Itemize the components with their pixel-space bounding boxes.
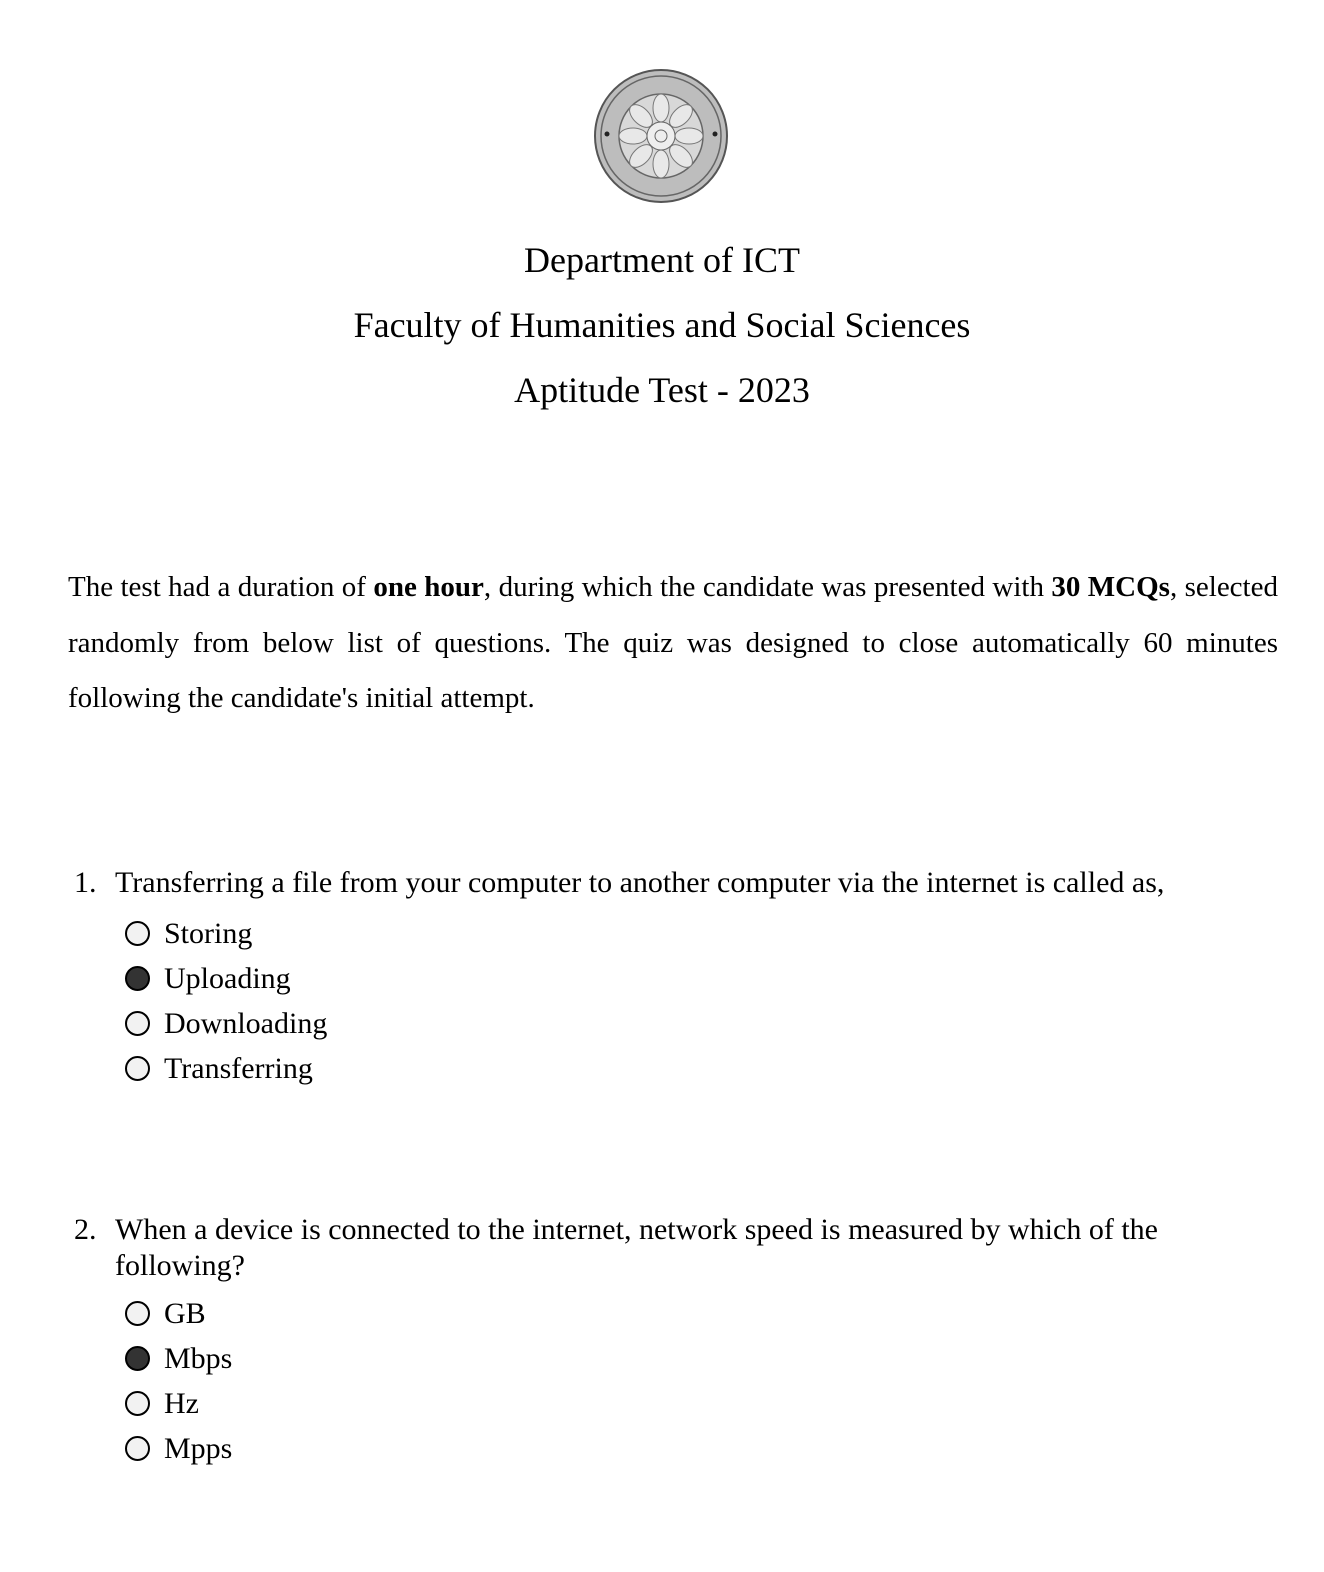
intro-text: , selected randomly from below list of questions. The quiz was designed to close automatically 60 minutes following the candidate's initial attempt. [68, 571, 1278, 714]
option-transferring[interactable] [125, 1046, 327, 1091]
option-label: GB [164, 1296, 206, 1330]
radio-unselected-icon[interactable] [125, 1436, 150, 1461]
radio-unselected-icon[interactable] [125, 1011, 150, 1036]
faculty-heading: Faculty of Humanities and Social Sciences [353, 305, 971, 345]
question-2 [74, 1212, 1255, 1284]
option-mbps[interactable] [125, 1336, 232, 1381]
radio-unselected-icon[interactable] [125, 1056, 150, 1081]
department-heading: Department of ICT [524, 240, 800, 280]
option-gb[interactable] [125, 1291, 232, 1336]
option-hz[interactable] [125, 1381, 232, 1426]
option-label: Mpps [164, 1431, 233, 1465]
option-label: Storing [164, 916, 253, 950]
option-mpps[interactable] [125, 1426, 232, 1471]
option-label: Mbps [164, 1341, 233, 1375]
radio-selected-icon[interactable] [125, 1346, 150, 1371]
option-label: Downloading [164, 1006, 328, 1040]
radio-unselected-icon[interactable] [125, 921, 150, 946]
question-2-options [125, 1291, 232, 1471]
intro-text: The test had a duration of [68, 571, 374, 603]
university-seal-logo [593, 68, 729, 204]
radio-selected-icon[interactable] [125, 966, 150, 991]
question-1 [74, 865, 1255, 901]
question-1-options [125, 911, 327, 1091]
question-number: 1. [74, 866, 97, 899]
question-text: Transferring a file from your computer to another computer via the internet is called as, [115, 866, 1165, 899]
option-label: Transferring [164, 1051, 313, 1085]
radio-unselected-icon[interactable] [125, 1391, 150, 1416]
option-downloading[interactable] [125, 1001, 327, 1046]
option-storing[interactable] [125, 911, 327, 956]
option-uploading[interactable] [125, 956, 327, 1001]
option-label: Uploading [164, 961, 291, 995]
test-title: Aptitude Test - 2023 [514, 370, 810, 410]
intro-mcq-count: 30 MCQs [1051, 571, 1170, 603]
question-number: 2. [74, 1213, 97, 1246]
intro-duration: one hour [373, 571, 484, 603]
question-text: When a device is connected to the internet, network speed is measured by which of the following? [115, 1213, 1158, 1282]
radio-unselected-icon[interactable] [125, 1301, 150, 1326]
option-label: Hz [164, 1386, 199, 1420]
intro-paragraph [68, 560, 1278, 727]
intro-text: , during which the candidate was presented with [483, 571, 1052, 603]
